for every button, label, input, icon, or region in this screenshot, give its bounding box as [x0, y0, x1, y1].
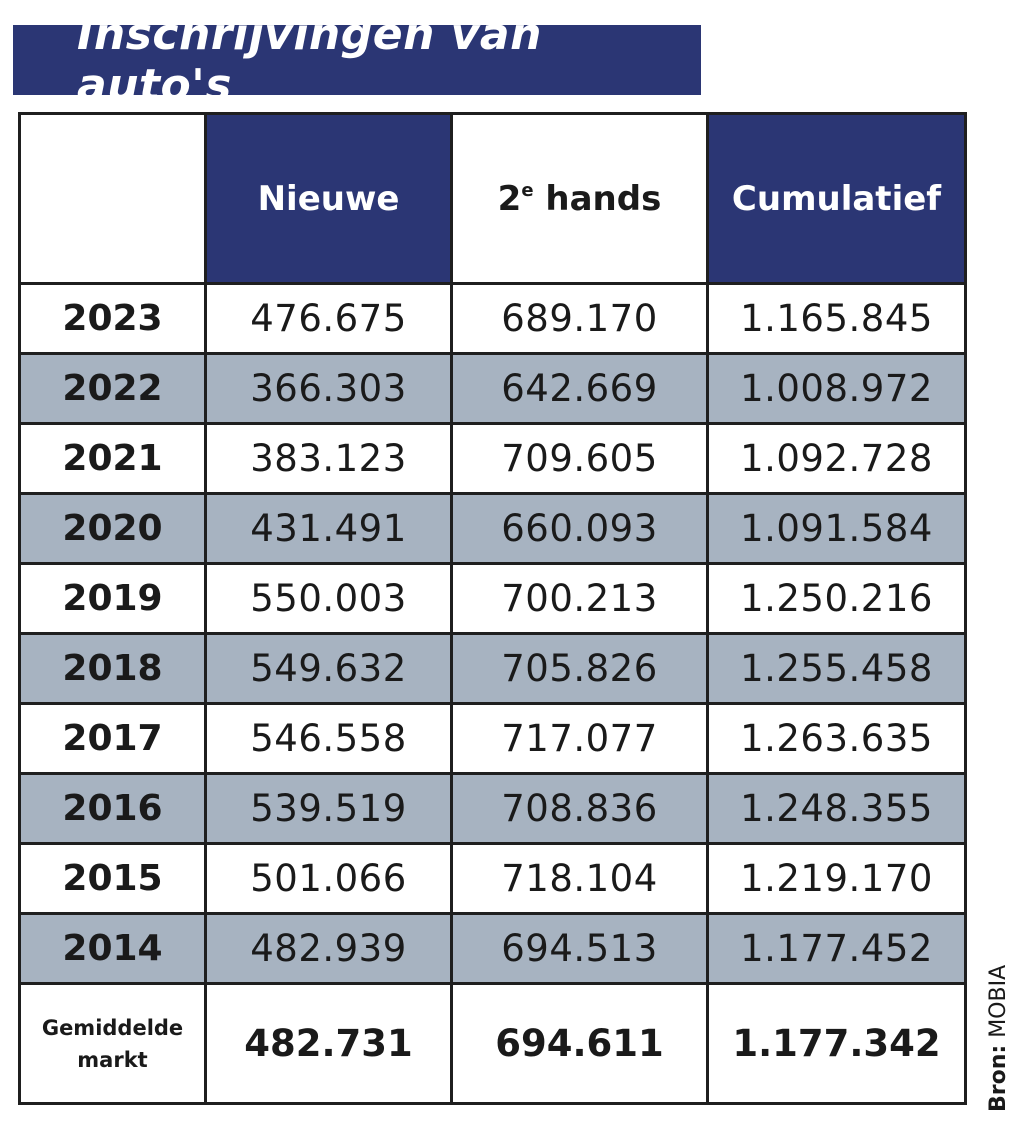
tweedehands-cell: 708.836 [452, 774, 708, 844]
cumulatief-cell: 1.250.216 [708, 564, 966, 634]
average-label-line2: markt [77, 1047, 148, 1072]
cumulatief-cell: 1.091.584 [708, 494, 966, 564]
tweedehands-cell: 700.213 [452, 564, 708, 634]
year-cell: 2020 [20, 494, 206, 564]
table-row [20, 704, 966, 774]
tweedehands-cell: 717.077 [452, 704, 708, 774]
tweedehands-cell: 709.605 [452, 424, 708, 494]
header-tweedehands [452, 114, 708, 284]
cumulatief-cell: 1.255.458 [708, 634, 966, 704]
average-label-line1: Gemiddelde [41, 1015, 184, 1040]
table-row [20, 424, 966, 494]
table-row [20, 634, 966, 704]
tweedehands-cell: 689.170 [452, 284, 708, 354]
average-tweedehands: 694.611 [452, 984, 708, 1104]
nieuwe-cell: 546.558 [206, 704, 452, 774]
average-row [20, 984, 966, 1104]
registrations-table [18, 112, 967, 1105]
header-row [20, 114, 966, 284]
header-tweedehands-label: hands [533, 178, 662, 219]
cumulatief-cell: 1.177.452 [708, 914, 966, 984]
header-cumulatief: Cumulatief [708, 114, 966, 284]
header-tweedehands-superscript: e [521, 179, 534, 201]
source-label: Bron: [986, 1044, 1011, 1112]
year-cell: 2021 [20, 424, 206, 494]
nieuwe-cell: 501.066 [206, 844, 452, 914]
average-nieuwe: 482.731 [206, 984, 452, 1104]
nieuwe-cell: 549.632 [206, 634, 452, 704]
year-cell: 2017 [20, 704, 206, 774]
table-row [20, 844, 966, 914]
cumulatief-cell: 1.219.170 [708, 844, 966, 914]
cumulatief-cell: 1.165.845 [708, 284, 966, 354]
source-credit [986, 965, 1011, 1112]
year-cell: 2016 [20, 774, 206, 844]
cumulatief-cell: 1.092.728 [708, 424, 966, 494]
header-tweedehands-number: 2 [497, 178, 522, 219]
nieuwe-cell: 383.123 [206, 424, 452, 494]
year-cell: 2014 [20, 914, 206, 984]
table-row [20, 494, 966, 564]
average-label [20, 984, 206, 1104]
nieuwe-cell: 539.519 [206, 774, 452, 844]
tweedehands-cell: 718.104 [452, 844, 708, 914]
year-cell: 2022 [20, 354, 206, 424]
nieuwe-cell: 366.303 [206, 354, 452, 424]
nieuwe-cell: 476.675 [206, 284, 452, 354]
header-nieuwe: Nieuwe [206, 114, 452, 284]
table-body [20, 284, 966, 984]
header-empty-cell [20, 114, 206, 284]
table-row [20, 354, 966, 424]
tweedehands-cell: 660.093 [452, 494, 708, 564]
source-name: MOBIA [986, 964, 1011, 1038]
table-row [20, 914, 966, 984]
cumulatief-cell: 1.263.635 [708, 704, 966, 774]
cumulatief-cell: 1.008.972 [708, 354, 966, 424]
table-row [20, 774, 966, 844]
year-cell: 2019 [20, 564, 206, 634]
cumulatief-cell: 1.248.355 [708, 774, 966, 844]
table-title-bar [13, 9, 701, 111]
table-row [20, 284, 966, 354]
nieuwe-cell: 482.939 [206, 914, 452, 984]
year-cell: 2023 [20, 284, 206, 354]
year-cell: 2015 [20, 844, 206, 914]
tweedehands-cell: 694.513 [452, 914, 708, 984]
year-cell: 2018 [20, 634, 206, 704]
nieuwe-cell: 431.491 [206, 494, 452, 564]
tweedehands-cell: 642.669 [452, 354, 708, 424]
nieuwe-cell: 550.003 [206, 564, 452, 634]
average-cumulatief: 1.177.342 [708, 984, 966, 1104]
table-title: Inschrijvingen van auto's [77, 9, 542, 111]
table-row [20, 564, 966, 634]
tweedehands-cell: 705.826 [452, 634, 708, 704]
